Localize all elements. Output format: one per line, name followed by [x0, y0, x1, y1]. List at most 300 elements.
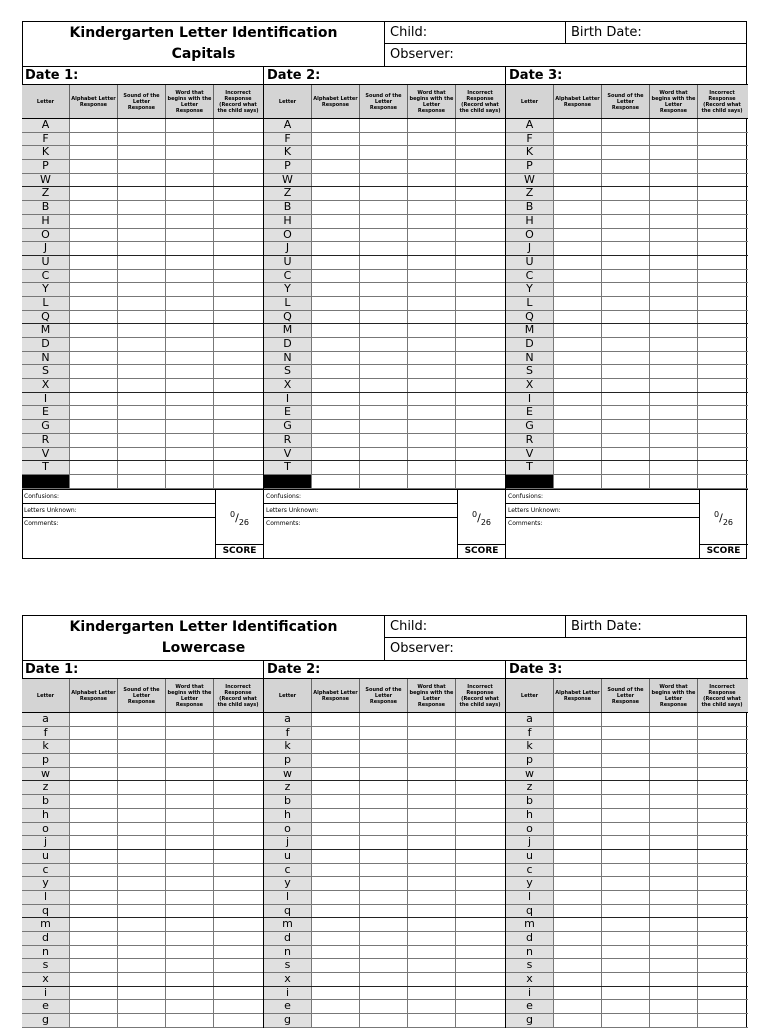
response-cell[interactable]: [312, 1000, 360, 1013]
response-cell[interactable]: [360, 242, 408, 255]
response-cell[interactable]: [650, 406, 698, 419]
response-cell[interactable]: [118, 283, 166, 296]
response-cell[interactable]: [214, 918, 262, 931]
response-cell[interactable]: [166, 338, 214, 351]
response-cell[interactable]: [554, 119, 602, 132]
response-cell[interactable]: [698, 434, 746, 447]
response-cell[interactable]: [118, 324, 166, 337]
response-cell[interactable]: [214, 187, 262, 200]
response-cell[interactable]: [118, 823, 166, 836]
response-cell[interactable]: [118, 270, 166, 283]
response-cell[interactable]: [698, 973, 746, 986]
response-cell[interactable]: [312, 393, 360, 406]
observer-field[interactable]: Observer:: [390, 641, 454, 656]
response-cell[interactable]: [698, 448, 746, 461]
response-cell[interactable]: [118, 1000, 166, 1013]
response-cell[interactable]: [118, 338, 166, 351]
response-cell[interactable]: [650, 932, 698, 945]
response-cell[interactable]: [554, 215, 602, 228]
response-cell[interactable]: [70, 1000, 118, 1013]
response-cell[interactable]: [214, 324, 262, 337]
response-cell[interactable]: [360, 1014, 408, 1027]
response-cell[interactable]: [70, 160, 118, 173]
response-cell[interactable]: [554, 727, 602, 740]
response-cell[interactable]: [408, 365, 456, 378]
response-cell[interactable]: [602, 256, 650, 269]
response-cell[interactable]: [214, 119, 262, 132]
response-cell[interactable]: [456, 119, 504, 132]
response-cell[interactable]: [70, 379, 118, 392]
response-cell[interactable]: [602, 119, 650, 132]
response-cell[interactable]: [554, 973, 602, 986]
response-cell[interactable]: [602, 781, 650, 794]
response-cell[interactable]: [456, 850, 504, 863]
response-cell[interactable]: [554, 850, 602, 863]
response-cell[interactable]: [118, 215, 166, 228]
response-cell[interactable]: [312, 823, 360, 836]
response-cell[interactable]: [698, 809, 746, 822]
response-cell[interactable]: [456, 283, 504, 296]
observer-field[interactable]: Observer:: [390, 47, 454, 62]
response-cell[interactable]: [698, 283, 746, 296]
response-cell[interactable]: [456, 448, 504, 461]
response-cell[interactable]: [554, 311, 602, 324]
response-cell[interactable]: [456, 229, 504, 242]
response-cell[interactable]: [456, 932, 504, 945]
response-cell[interactable]: [554, 434, 602, 447]
response-cell[interactable]: [312, 311, 360, 324]
response-cell[interactable]: [312, 973, 360, 986]
response-cell[interactable]: [312, 987, 360, 1000]
response-cell[interactable]: [214, 201, 262, 214]
response-cell[interactable]: [360, 850, 408, 863]
response-cell[interactable]: [650, 768, 698, 781]
response-cell[interactable]: [166, 959, 214, 972]
response-cell[interactable]: [360, 891, 408, 904]
response-cell[interactable]: [214, 393, 262, 406]
response-cell[interactable]: [70, 448, 118, 461]
response-cell[interactable]: [554, 795, 602, 808]
response-cell[interactable]: [312, 338, 360, 351]
response-cell[interactable]: [360, 932, 408, 945]
response-cell[interactable]: [214, 434, 262, 447]
response-cell[interactable]: [360, 448, 408, 461]
response-cell[interactable]: [602, 713, 650, 726]
comments-field[interactable]: Comments:: [24, 519, 59, 527]
response-cell[interactable]: [70, 918, 118, 931]
response-cell[interactable]: [698, 338, 746, 351]
response-cell[interactable]: [650, 146, 698, 159]
response-cell[interactable]: [408, 768, 456, 781]
response-cell[interactable]: [698, 160, 746, 173]
response-cell[interactable]: [360, 795, 408, 808]
response-cell[interactable]: [118, 448, 166, 461]
confusions-field[interactable]: Confusions:: [264, 490, 457, 504]
response-cell[interactable]: [166, 256, 214, 269]
response-cell[interactable]: [214, 987, 262, 1000]
response-cell[interactable]: [554, 987, 602, 1000]
response-cell[interactable]: [70, 311, 118, 324]
response-cell[interactable]: [650, 713, 698, 726]
response-cell[interactable]: [118, 713, 166, 726]
response-cell[interactable]: [70, 740, 118, 753]
response-cell[interactable]: [554, 133, 602, 146]
response-cell[interactable]: [166, 987, 214, 1000]
response-cell[interactable]: [70, 365, 118, 378]
response-cell[interactable]: [166, 1000, 214, 1013]
response-cell[interactable]: [650, 379, 698, 392]
response-cell[interactable]: [456, 187, 504, 200]
response-cell[interactable]: [70, 229, 118, 242]
response-cell[interactable]: [650, 1000, 698, 1013]
response-cell[interactable]: [554, 740, 602, 753]
response-cell[interactable]: [214, 242, 262, 255]
response-cell[interactable]: [650, 311, 698, 324]
response-cell[interactable]: [698, 174, 746, 187]
response-cell[interactable]: [166, 283, 214, 296]
response-cell[interactable]: [166, 146, 214, 159]
response-cell[interactable]: [118, 256, 166, 269]
comments-field[interactable]: Comments:: [266, 519, 301, 527]
response-cell[interactable]: [312, 754, 360, 767]
response-cell[interactable]: [408, 959, 456, 972]
response-cell[interactable]: [166, 946, 214, 959]
response-cell[interactable]: [166, 311, 214, 324]
response-cell[interactable]: [312, 270, 360, 283]
response-cell[interactable]: [650, 754, 698, 767]
response-cell[interactable]: [602, 795, 650, 808]
response-cell[interactable]: [166, 201, 214, 214]
response-cell[interactable]: [214, 740, 262, 753]
response-cell[interactable]: [456, 946, 504, 959]
response-cell[interactable]: [312, 297, 360, 310]
response-cell[interactable]: [166, 461, 214, 474]
letters-unknown-field[interactable]: Letters Unknown:: [264, 504, 457, 518]
response-cell[interactable]: [70, 713, 118, 726]
response-cell[interactable]: [456, 891, 504, 904]
response-cell[interactable]: [650, 877, 698, 890]
response-cell[interactable]: [602, 420, 650, 433]
response-cell[interactable]: [554, 781, 602, 794]
response-cell[interactable]: [70, 420, 118, 433]
response-cell[interactable]: [456, 434, 504, 447]
response-cell[interactable]: [118, 836, 166, 849]
response-cell[interactable]: [650, 918, 698, 931]
response-cell[interactable]: [166, 215, 214, 228]
response-cell[interactable]: [554, 242, 602, 255]
response-cell[interactable]: [408, 160, 456, 173]
response-cell[interactable]: [554, 959, 602, 972]
response-cell[interactable]: [554, 754, 602, 767]
response-cell[interactable]: [214, 850, 262, 863]
response-cell[interactable]: [312, 836, 360, 849]
response-cell[interactable]: [360, 256, 408, 269]
response-cell[interactable]: [698, 946, 746, 959]
response-cell[interactable]: [554, 864, 602, 877]
response-cell[interactable]: [456, 740, 504, 753]
response-cell[interactable]: [554, 229, 602, 242]
response-cell[interactable]: [214, 781, 262, 794]
response-cell[interactable]: [698, 420, 746, 433]
response-cell[interactable]: [312, 324, 360, 337]
response-cell[interactable]: [360, 727, 408, 740]
response-cell[interactable]: [408, 850, 456, 863]
response-cell[interactable]: [456, 146, 504, 159]
response-cell[interactable]: [456, 406, 504, 419]
response-cell[interactable]: [70, 283, 118, 296]
response-cell[interactable]: [602, 160, 650, 173]
response-cell[interactable]: [312, 160, 360, 173]
response-cell[interactable]: [360, 740, 408, 753]
response-cell[interactable]: [360, 754, 408, 767]
response-cell[interactable]: [118, 891, 166, 904]
response-cell[interactable]: [602, 959, 650, 972]
response-cell[interactable]: [166, 242, 214, 255]
response-cell[interactable]: [312, 379, 360, 392]
response-cell[interactable]: [312, 242, 360, 255]
response-cell[interactable]: [698, 119, 746, 132]
response-cell[interactable]: [698, 406, 746, 419]
response-cell[interactable]: [214, 133, 262, 146]
response-cell[interactable]: [166, 727, 214, 740]
response-cell[interactable]: [312, 461, 360, 474]
response-cell[interactable]: [214, 877, 262, 890]
response-cell[interactable]: [360, 768, 408, 781]
response-cell[interactable]: [554, 283, 602, 296]
response-cell[interactable]: [554, 270, 602, 283]
response-cell[interactable]: [214, 891, 262, 904]
response-cell[interactable]: [312, 174, 360, 187]
response-cell[interactable]: [70, 256, 118, 269]
response-cell[interactable]: [650, 461, 698, 474]
response-cell[interactable]: [698, 891, 746, 904]
response-cell[interactable]: [360, 987, 408, 1000]
response-cell[interactable]: [698, 352, 746, 365]
response-cell[interactable]: [456, 420, 504, 433]
response-cell[interactable]: [118, 987, 166, 1000]
response-cell[interactable]: [166, 713, 214, 726]
response-cell[interactable]: [166, 379, 214, 392]
letters-unknown-field[interactable]: Letters Unknown:: [22, 504, 215, 518]
response-cell[interactable]: [602, 823, 650, 836]
response-cell[interactable]: [70, 1014, 118, 1027]
response-cell[interactable]: [456, 215, 504, 228]
response-cell[interactable]: [698, 754, 746, 767]
response-cell[interactable]: [118, 119, 166, 132]
response-cell[interactable]: [214, 823, 262, 836]
response-cell[interactable]: [554, 365, 602, 378]
response-cell[interactable]: [408, 809, 456, 822]
response-cell[interactable]: [554, 297, 602, 310]
response-cell[interactable]: [312, 891, 360, 904]
response-cell[interactable]: [456, 256, 504, 269]
response-cell[interactable]: [360, 434, 408, 447]
response-cell[interactable]: [214, 1014, 262, 1027]
response-cell[interactable]: [118, 727, 166, 740]
response-cell[interactable]: [214, 352, 262, 365]
response-cell[interactable]: [408, 877, 456, 890]
response-cell[interactable]: [554, 160, 602, 173]
response-cell[interactable]: [70, 119, 118, 132]
response-cell[interactable]: [408, 987, 456, 1000]
response-cell[interactable]: [698, 795, 746, 808]
response-cell[interactable]: [118, 297, 166, 310]
response-cell[interactable]: [602, 187, 650, 200]
response-cell[interactable]: [456, 475, 504, 488]
response-cell[interactable]: [360, 713, 408, 726]
response-cell[interactable]: [602, 864, 650, 877]
response-cell[interactable]: [650, 283, 698, 296]
response-cell[interactable]: [70, 754, 118, 767]
response-cell[interactable]: [456, 877, 504, 890]
response-cell[interactable]: [602, 754, 650, 767]
response-cell[interactable]: [166, 836, 214, 849]
response-cell[interactable]: [312, 795, 360, 808]
response-cell[interactable]: [698, 146, 746, 159]
response-cell[interactable]: [360, 809, 408, 822]
response-cell[interactable]: [118, 946, 166, 959]
response-cell[interactable]: [118, 781, 166, 794]
response-cell[interactable]: [214, 836, 262, 849]
response-cell[interactable]: [70, 946, 118, 959]
response-cell[interactable]: [408, 740, 456, 753]
response-cell[interactable]: [166, 905, 214, 918]
response-cell[interactable]: [360, 187, 408, 200]
response-cell[interactable]: [456, 174, 504, 187]
response-cell[interactable]: [360, 283, 408, 296]
response-cell[interactable]: [698, 215, 746, 228]
response-cell[interactable]: [456, 918, 504, 931]
response-cell[interactable]: [312, 850, 360, 863]
response-cell[interactable]: [118, 133, 166, 146]
response-cell[interactable]: [166, 187, 214, 200]
response-cell[interactable]: [602, 1014, 650, 1027]
response-cell[interactable]: [698, 727, 746, 740]
response-cell[interactable]: [554, 836, 602, 849]
response-cell[interactable]: [408, 187, 456, 200]
response-cell[interactable]: [650, 448, 698, 461]
response-cell[interactable]: [602, 365, 650, 378]
response-cell[interactable]: [118, 174, 166, 187]
confusions-field[interactable]: Confusions:: [22, 490, 215, 504]
response-cell[interactable]: [554, 1000, 602, 1013]
response-cell[interactable]: [602, 283, 650, 296]
response-cell[interactable]: [214, 448, 262, 461]
response-cell[interactable]: [312, 215, 360, 228]
response-cell[interactable]: [602, 727, 650, 740]
response-cell[interactable]: [312, 119, 360, 132]
response-cell[interactable]: [698, 187, 746, 200]
response-cell[interactable]: [214, 809, 262, 822]
response-cell[interactable]: [698, 311, 746, 324]
response-cell[interactable]: [312, 1014, 360, 1027]
response-cell[interactable]: [360, 864, 408, 877]
response-cell[interactable]: [360, 475, 408, 488]
response-cell[interactable]: [70, 781, 118, 794]
response-cell[interactable]: [650, 187, 698, 200]
response-cell[interactable]: [312, 946, 360, 959]
response-cell[interactable]: [166, 352, 214, 365]
response-cell[interactable]: [166, 270, 214, 283]
response-cell[interactable]: [312, 434, 360, 447]
response-cell[interactable]: [118, 959, 166, 972]
response-cell[interactable]: [650, 891, 698, 904]
response-cell[interactable]: [650, 352, 698, 365]
response-cell[interactable]: [408, 270, 456, 283]
response-cell[interactable]: [118, 187, 166, 200]
response-cell[interactable]: [214, 256, 262, 269]
response-cell[interactable]: [456, 973, 504, 986]
response-cell[interactable]: [602, 174, 650, 187]
response-cell[interactable]: [554, 946, 602, 959]
response-cell[interactable]: [408, 352, 456, 365]
response-cell[interactable]: [698, 324, 746, 337]
response-cell[interactable]: [408, 836, 456, 849]
response-cell[interactable]: [698, 379, 746, 392]
response-cell[interactable]: [408, 393, 456, 406]
response-cell[interactable]: [312, 768, 360, 781]
response-cell[interactable]: [214, 768, 262, 781]
response-cell[interactable]: [360, 918, 408, 931]
response-cell[interactable]: [166, 448, 214, 461]
response-cell[interactable]: [650, 959, 698, 972]
response-cell[interactable]: [408, 1000, 456, 1013]
response-cell[interactable]: [554, 256, 602, 269]
response-cell[interactable]: [408, 229, 456, 242]
response-cell[interactable]: [118, 768, 166, 781]
response-cell[interactable]: [698, 768, 746, 781]
response-cell[interactable]: [70, 891, 118, 904]
response-cell[interactable]: [650, 850, 698, 863]
response-cell[interactable]: [360, 215, 408, 228]
response-cell[interactable]: [554, 905, 602, 918]
response-cell[interactable]: [650, 365, 698, 378]
response-cell[interactable]: [118, 365, 166, 378]
response-cell[interactable]: [70, 270, 118, 283]
response-cell[interactable]: [166, 420, 214, 433]
response-cell[interactable]: [554, 174, 602, 187]
response-cell[interactable]: [554, 1014, 602, 1027]
response-cell[interactable]: [698, 1014, 746, 1027]
response-cell[interactable]: [602, 973, 650, 986]
response-cell[interactable]: [70, 850, 118, 863]
response-cell[interactable]: [408, 338, 456, 351]
response-cell[interactable]: [70, 242, 118, 255]
response-cell[interactable]: [408, 420, 456, 433]
response-cell[interactable]: [70, 987, 118, 1000]
response-cell[interactable]: [408, 297, 456, 310]
response-cell[interactable]: [312, 918, 360, 931]
response-cell[interactable]: [650, 324, 698, 337]
response-cell[interactable]: [408, 1014, 456, 1027]
response-cell[interactable]: [602, 768, 650, 781]
response-cell[interactable]: [312, 256, 360, 269]
response-cell[interactable]: [650, 987, 698, 1000]
response-cell[interactable]: [166, 324, 214, 337]
response-cell[interactable]: [214, 959, 262, 972]
response-cell[interactable]: [650, 174, 698, 187]
response-cell[interactable]: [214, 297, 262, 310]
response-cell[interactable]: [650, 420, 698, 433]
response-cell[interactable]: [554, 932, 602, 945]
response-cell[interactable]: [118, 420, 166, 433]
response-cell[interactable]: [456, 959, 504, 972]
response-cell[interactable]: [408, 201, 456, 214]
response-cell[interactable]: [312, 959, 360, 972]
response-cell[interactable]: [456, 338, 504, 351]
response-cell[interactable]: [602, 338, 650, 351]
response-cell[interactable]: [118, 932, 166, 945]
